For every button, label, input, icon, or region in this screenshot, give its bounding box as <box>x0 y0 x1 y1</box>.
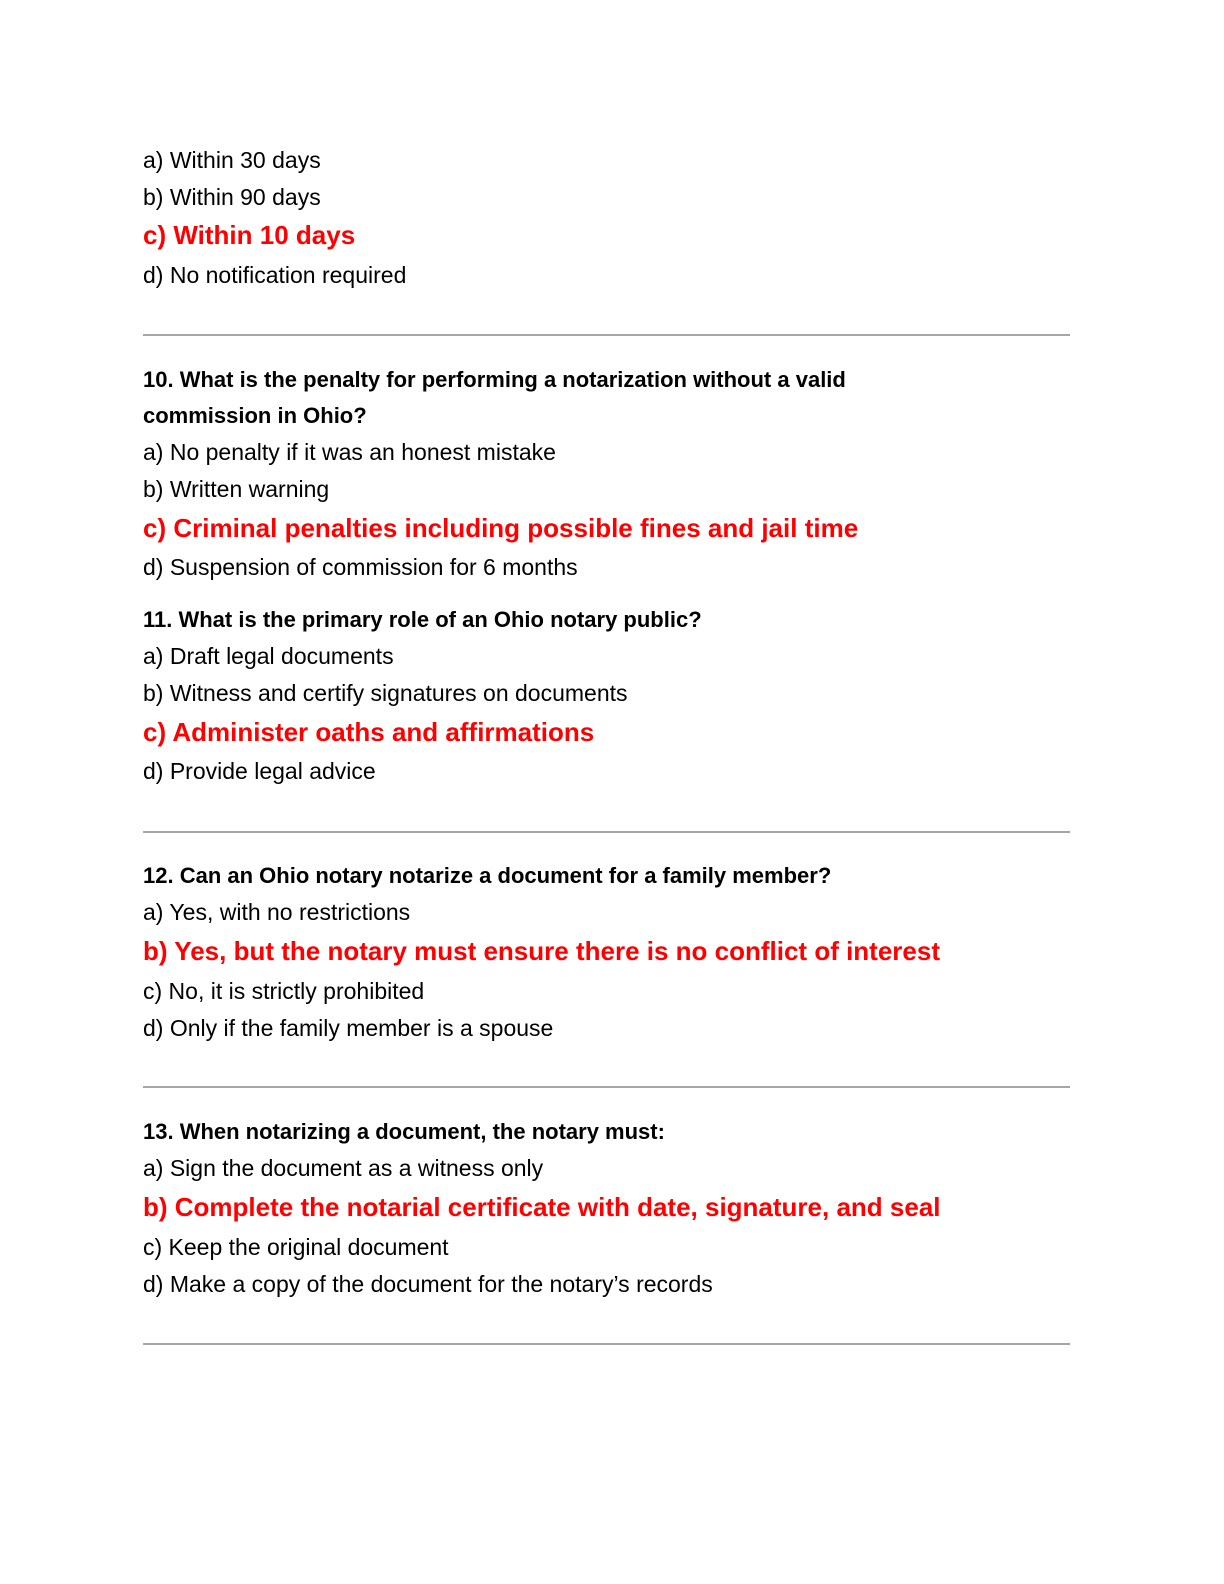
q10-option-d: d) Suspension of commission for 6 months <box>143 554 578 580</box>
q13-question: 13. When notarizing a document, the notary must: <box>143 1119 665 1144</box>
section-divider <box>143 1086 1070 1088</box>
q12-option-b-correct: b) Yes, but the notary must ensure there is no conflict of interest <box>143 936 940 966</box>
q11-option-d: d) Provide legal advice <box>143 758 376 784</box>
q13-option-b-correct: b) Complete the notarial certificate with date, signature, and seal <box>143 1192 941 1222</box>
q9-option-d: d) No notification required <box>143 262 407 288</box>
q11-option-b: b) Witness and certify signatures on documents <box>143 680 628 706</box>
q9-option-a: a) Within 30 days <box>143 147 321 173</box>
q13-option-d: d) Make a copy of the document for the notary’s records <box>143 1271 713 1297</box>
q10-option-b: b) Written warning <box>143 476 330 502</box>
q12-question: 12. Can an Ohio notary notarize a document for a family member? <box>143 863 832 888</box>
q10-option-a: a) No penalty if it was an honest mistake <box>143 439 556 465</box>
q13-option-a: a) Sign the document as a witness only <box>143 1155 544 1181</box>
q11-question: 11. What is the primary role of an Ohio notary public? <box>143 607 702 632</box>
section-divider <box>143 1343 1070 1345</box>
q9-option-b: b) Within 90 days <box>143 184 321 210</box>
q9-option-c-correct: c) Within 10 days <box>143 220 356 250</box>
q11-option-c-correct: c) Administer oaths and affirmations <box>143 717 595 747</box>
q10-option-c-correct: c) Criminal penalties including possible fines and jail time <box>143 513 859 543</box>
q12-option-a: a) Yes, with no restrictions <box>143 899 411 925</box>
q10-question-line1: 10. What is the penalty for performing a notarization without a valid <box>143 367 846 392</box>
q13-option-c: c) Keep the original document <box>143 1234 449 1260</box>
section-divider <box>143 831 1070 833</box>
q10-question-line2: commission in Ohio? <box>143 403 367 428</box>
section-divider <box>143 334 1070 336</box>
q11-option-a: a) Draft legal documents <box>143 643 394 669</box>
q12-option-d: d) Only if the family member is a spouse <box>143 1015 554 1041</box>
q12-option-c: c) No, it is strictly prohibited <box>143 978 425 1004</box>
